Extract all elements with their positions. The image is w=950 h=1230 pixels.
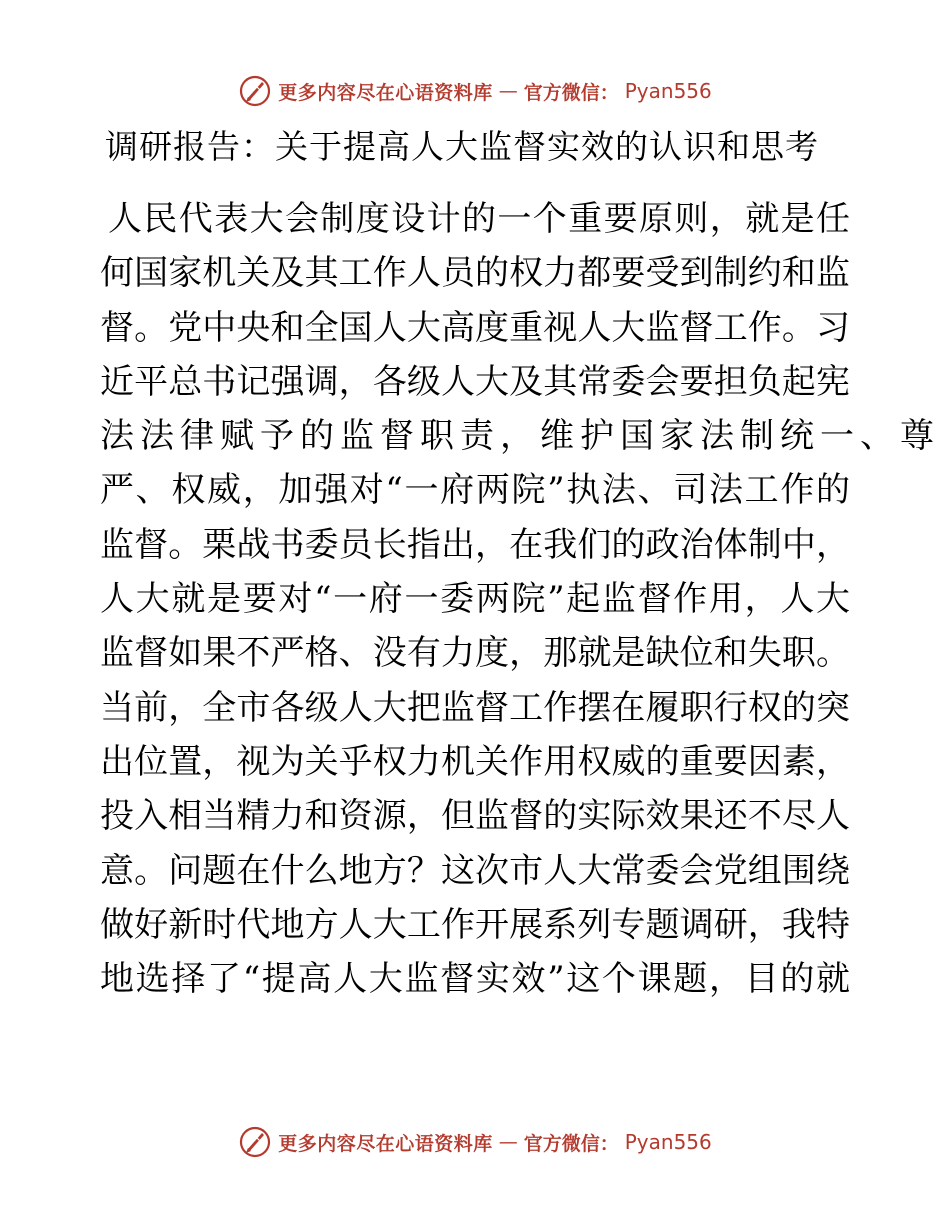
document-title: 调研报告：关于提高人大监督实效的认识和思考 <box>105 127 819 166</box>
banner-wechat-id: Pyan556 <box>624 79 712 103</box>
body-line: 当前，全市各级人大把监督工作摆在履职行权的突 <box>100 687 850 728</box>
body-line: 投入相当精力和资源，但监督的实际效果还不尽人 <box>100 796 850 837</box>
banner-dash: — <box>498 1131 518 1153</box>
body-line: 监督。栗战书委员长指出，在我们的政治体制中， <box>100 524 850 565</box>
body-line: 人民代表大会制度设计的一个重要原则，就是任 <box>108 199 850 239</box>
body-line: 督。党中央和全国人大高度重视人大监督工作。习 <box>100 307 850 348</box>
body-line: 人大就是要对“一府一委两院”起监督作用，人大 <box>100 579 850 620</box>
body-line: 近平总书记强调，各级人大及其常委会要担负起宪 <box>100 361 850 402</box>
body-line: 意。问题在什么地方？这次市人大常委会党组围绕 <box>100 850 850 891</box>
body-line: 出位置，视为关乎权力机关作用权威的重要因素， <box>100 741 850 782</box>
body-line: 严、权威，加强对“一府两院”执法、司法工作的 <box>100 470 850 511</box>
body-line: 何国家机关及其工作人员的权力都要受到制约和监 <box>100 253 850 294</box>
banner-dash: — <box>498 80 518 102</box>
quill-pen-logo-icon <box>238 1125 272 1159</box>
body-line: 监督如果不严格、没有力度，那就是缺位和失职。 <box>100 633 850 674</box>
banner-text: 更多内容尽在心语资料库 <box>278 1132 493 1155</box>
banner-wechat-label: 官方微信： <box>523 81 619 104</box>
body-line: 做好新时代地方人大工作开展系列专题调研，我特 <box>100 904 850 945</box>
quill-pen-logo-icon <box>238 74 272 108</box>
banner-wechat-label: 官方微信： <box>523 1132 619 1155</box>
header-banner <box>0 71 950 111</box>
document-body <box>100 192 940 1006</box>
banner-text: 更多内容尽在心语资料库 <box>278 81 493 104</box>
body-line: 法法律赋予的监督职责，维护国家法制统一、尊 <box>100 416 940 457</box>
banner-wechat-id: Pyan556 <box>624 1130 712 1154</box>
body-line: 地选择了“提高人大监督实效”这个课题，目的就 <box>100 959 850 1000</box>
footer-banner <box>0 1122 950 1162</box>
